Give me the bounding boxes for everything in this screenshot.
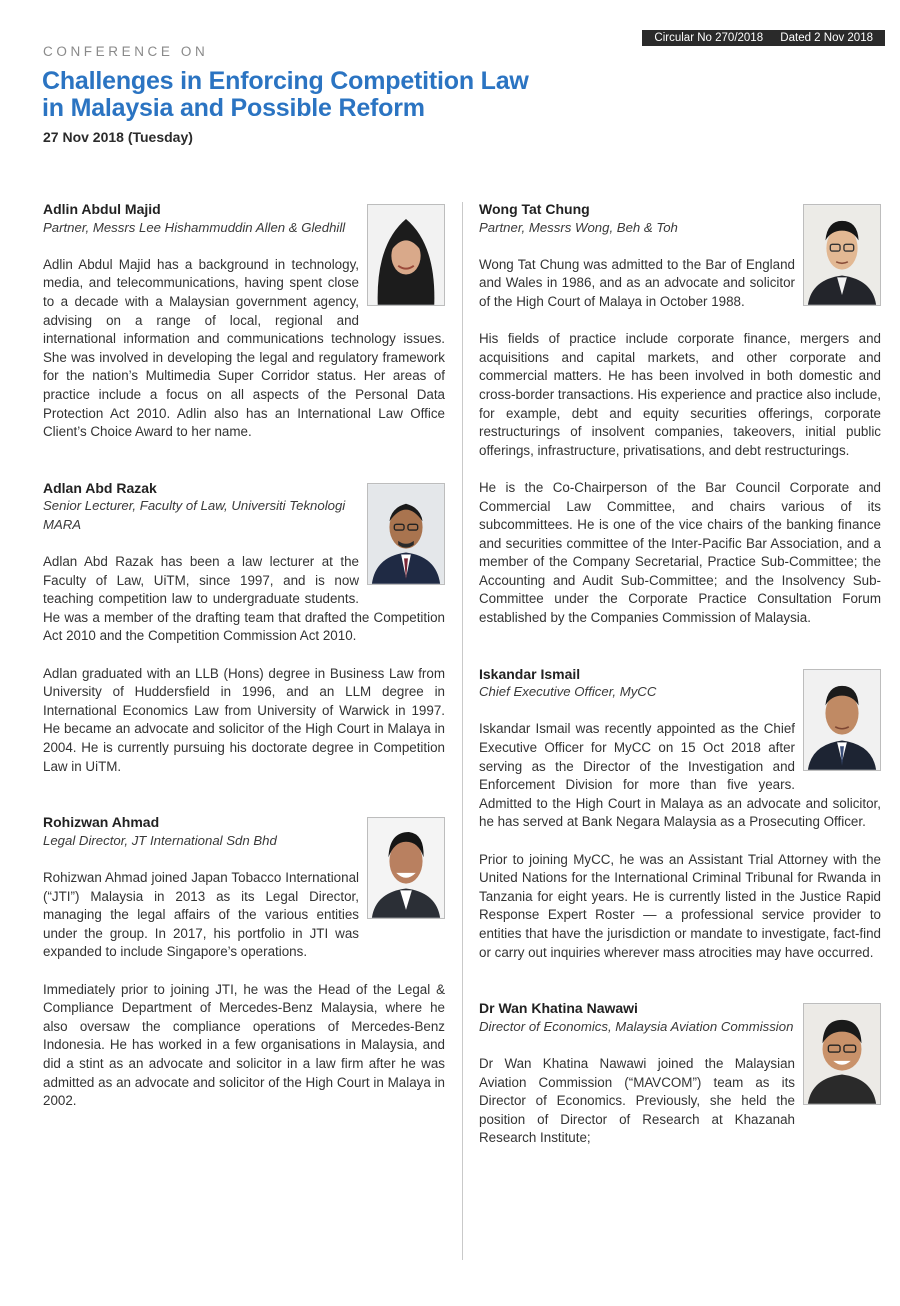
speaker-bio-paragraph: He is the Co-Chairperson of the Bar Council Corporate and Commercial Law Committee, and chairs various of its subcommittees. He is one of the vice chairs of the banking finance and securities committee of the Inter-Pacific Bar Association, and a member of the Company Secretarial, Practice Sub-Committee; the Accounting and Audit Sub-Committee; and the Insolvency Sub-Committee under the Corporate Practice Consultation Forum established by the Companies Commission of Malaysia. <box>479 479 881 626</box>
speaker-name: Iskandar Ismail <box>479 665 581 682</box>
speaker-photo <box>803 669 881 771</box>
portrait-man-glasses-image <box>804 1004 880 1104</box>
speaker-bio-paragraph: Dr Wan Khatina Nawawi joined the Malaysian Aviation Commission (“MAVCOM”) team as its Director of Economics. Previously, she held the position of Director of Research at Khazanah Research Institute; <box>479 1055 795 1146</box>
speaker-name: Dr Wan Khatina Nawawi <box>479 1000 638 1017</box>
right-column <box>479 200 881 1185</box>
circular-date: Dated 2 Nov 2018 <box>780 32 873 44</box>
speaker-bio-paragraph: Rohizwan Ahmad joined Japan Tobacco International (“JTI”) Malaysia in 2013 as its Legal Director, managing the legal affairs of the various entities under the group. In 2017, his portfolio in JTI was expanded to include Singapore’s operations. <box>43 870 359 960</box>
speaker-name: Wong Tat Chung <box>479 201 590 217</box>
speaker-role: Legal Director, JT International Sdn Bhd <box>43 832 277 848</box>
speaker-wan-khatina <box>479 999 881 1148</box>
conference-eyebrow: CONFERENCE ON <box>43 44 209 59</box>
portrait-man-suit-image <box>804 670 880 770</box>
title-line-2: in Malaysia and Possible Reform <box>42 94 425 122</box>
speaker-bio-paragraph: Immediately prior to joining JTI, he was the Head of the Legal & Compliance Department of Mercedes-Benz Malaysia, where he also oversaw the compliance operations of Mercedes-Benz Indonesia. He has worked in a few organisations in Malaysia, and did a stint as an advocate and solicitor in a law firm after he was admitted as an advocate and solicitor of the High Court in Malaya in 2002. <box>43 981 445 1109</box>
speaker-bio-paragraph: Iskandar Ismail was recently appointed as the Chief Executive Officer for MyCC on 15 Oct 2018 after serving as the Director of the Investigation and Enforcement Division for more than five years. Admitted to the High Court in Malaya as an advocate and solicitor, he has served at Bank Negara Malaysia as a Prosecuting Officer. <box>479 721 881 830</box>
page-title <box>42 68 529 122</box>
speaker-bio-paragraph: Adlan Abd Razak has been a law lecturer at the Faculty of Law, UiTM, since 1997, and is now teaching competition law to undergraduate students. He was a member of the drafting team that drafted the Competition Act 2010 and the Competition Commission Act 2010. <box>43 554 445 644</box>
speaker-iskandar <box>479 665 881 963</box>
speaker-bio-paragraph: Prior to joining MyCC, he was an Assistant Trial Attorney with the United Nations for the International Criminal Tribunal for Rwanda in Tanzania for eight years. He is currently listed in the Justice Rapid Response Expert Roster — a professional service provider to entities that have the jurisdiction or mandate to investigate, fact-find or carry out inquiries wherever mass atrocities may have occurred. <box>479 851 881 960</box>
portrait-hijab-image <box>368 205 444 305</box>
speaker-wong <box>479 200 881 628</box>
speaker-role: Chief Executive Officer, MyCC <box>479 684 657 700</box>
speaker-rohizwan <box>43 813 445 1111</box>
speaker-photo <box>367 483 445 585</box>
portrait-man-glasses-image <box>368 484 444 584</box>
event-date: 27 Nov 2018 (Tuesday) <box>43 129 193 145</box>
speaker-bio-paragraph: Adlan graduated with an LLB (Hons) degree in Business Law from University of Huddersfield in 1996, and an LLM degree in International Economics Law from University of Warwick in 1997. He became an advocate and solicitor of the High Court in Malaya in 2004. He is currently pursuing his doctorate degree in Competition Law in UiTM. <box>43 665 445 774</box>
circular-number: Circular No 270/2018 <box>654 32 764 44</box>
speaker-name: Adlan Abd Razak <box>43 479 157 496</box>
circular-badge <box>642 30 885 46</box>
speaker-role: Partner, Messrs Wong, Beh & Toh <box>479 219 678 235</box>
speaker-name: Adlin Abdul Majid <box>43 201 161 217</box>
title-line-1: Challenges in Enforcing Competition Law <box>42 67 529 95</box>
speaker-adlan <box>43 479 445 777</box>
speaker-photo <box>803 1003 881 1105</box>
left-column <box>43 200 445 1148</box>
portrait-man-glasses-image <box>804 205 880 305</box>
speaker-adlin <box>43 200 445 442</box>
portrait-man-smiling-image <box>368 818 444 918</box>
speaker-photo <box>367 817 445 919</box>
column-divider <box>462 202 463 1260</box>
speaker-name: Rohizwan Ahmad <box>43 814 160 831</box>
speaker-bio-paragraph: Wong Tat Chung was admitted to the Bar of England and Wales in 1986, and as an advocate and solicitor of the High Court of Malaya in October 1988. <box>479 256 795 309</box>
speaker-photo <box>803 204 881 306</box>
speaker-bio-paragraph: His fields of practice include corporate finance, mergers and acquisitions and capital markets, and other corporate and commercial matters. He has been involved in both domestic and cross-border transactions. His experience and practice also include, for example, debt and equity securities offerings, corporate restructurings of insolvent companies, takeovers, initial public offerings, infrastructure, privatisations, and debt restructurings. <box>479 331 881 458</box>
speaker-role: Senior Lecturer, Faculty of Law, Universiti Teknologi MARA <box>43 498 346 532</box>
speaker-role: Partner, Messrs Lee Hishammuddin Allen & Gledhill <box>43 219 346 235</box>
speaker-photo <box>367 204 445 306</box>
speaker-role: Director of Economics, Malaysia Aviation Commission <box>479 1018 794 1034</box>
speaker-bio-paragraph: Adlin Abdul Majid has a background in technology, media, and telecommunications, having spent close to a decade with a Malaysian government agency, advising on a range of local, regional and international information and communications technology issues. She was involved in developing the legal and regulatory framework for the nation’s Multimedia Super Corridor status. Her areas of practice include a focus on all aspects of the Personal Data Protection Act 2010. Adlin also has an International Law Office Client’s Choice Award to her name. <box>43 256 445 440</box>
